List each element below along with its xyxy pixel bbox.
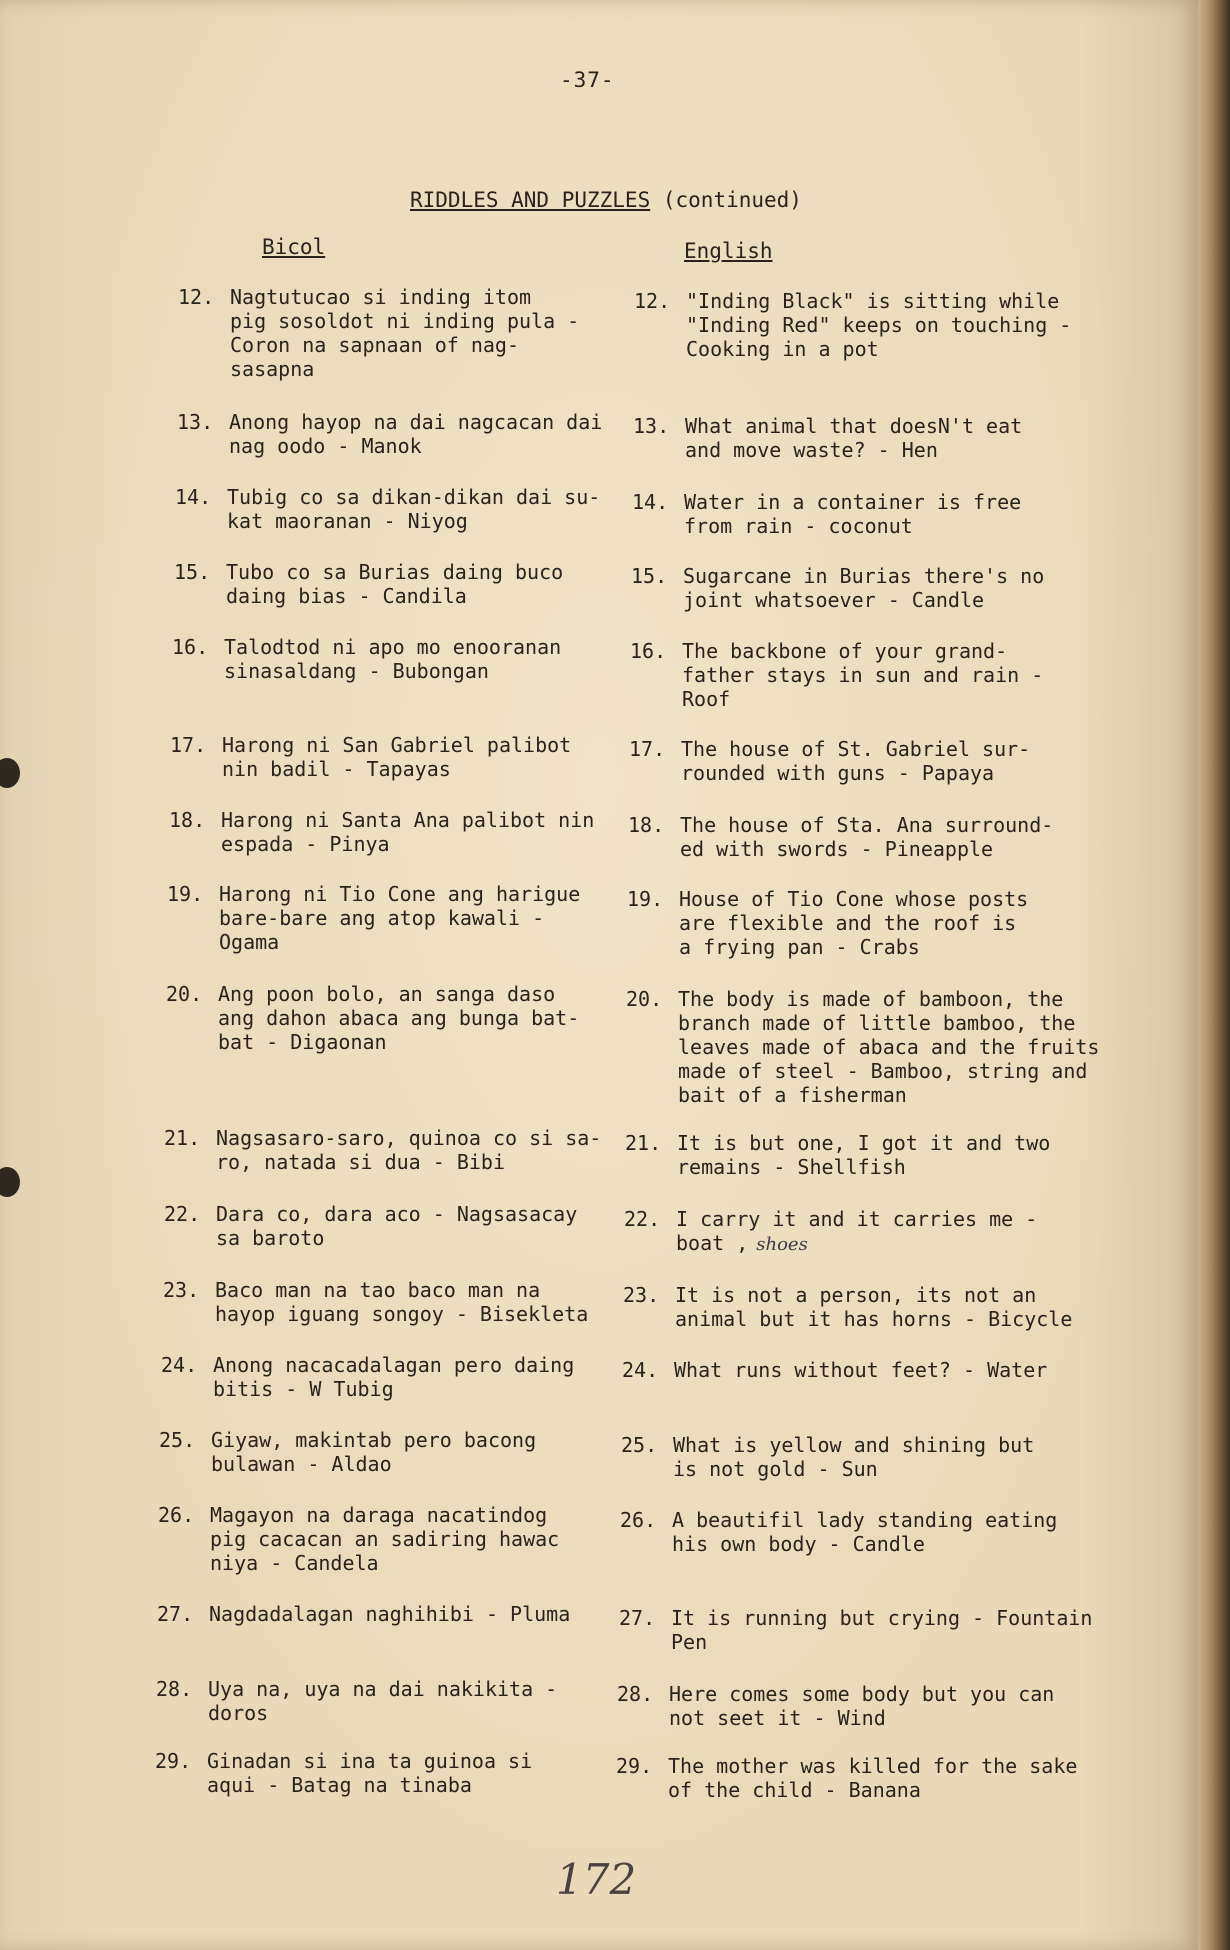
translation-text: The mother was killed for the sake [668,1754,1078,1778]
translation-line [675,1283,1072,1307]
riddle-number: 21. [625,1131,662,1155]
riddle-line: ang dahon abaca ang bunga bat- [218,1006,580,1030]
riddle-number: 14. [632,490,669,514]
title-suffix: (continued) [662,188,802,212]
riddle-line: niya - Candela [210,1551,379,1575]
riddle-line: Coron na sapnaan of nag- [230,333,519,357]
riddle-line: Dara co, dara aco - Nagsasacay [216,1202,578,1226]
translation-text: What is yellow and shining but [673,1433,1035,1457]
riddle-number: 25. [621,1433,658,1457]
riddle-line: Anong hayop na dai nagcacan dai [229,410,603,434]
translation-line [677,1155,1050,1179]
translation-text: remains - Shellfish [677,1155,906,1179]
translation-line [676,1207,1037,1231]
translation-text: Here comes some body but you can [669,1682,1055,1706]
translation-line [678,1035,1099,1059]
translation-text: Sugarcane in Burias there's no [683,564,1045,588]
riddle-line: kat maoranan - Niyog [227,509,468,533]
riddle-line: Ginadan si ina ta guinoa si [207,1749,533,1773]
translation-line [679,911,1028,935]
riddle-line: Ogama [219,930,280,954]
translation-text: It is but one, I got it and two [677,1131,1051,1155]
riddle-number: 28. [156,1677,193,1701]
riddle-line: Ang poon bolo, an sanga daso [218,982,556,1006]
riddle-line: Uya na, uya na dai nakikita - [208,1677,558,1701]
translation-text: Roof [682,687,731,711]
translation-line [678,987,1099,1011]
riddle-line: daing bias - Candila [226,584,467,608]
riddle-line: Talodtod ni apo mo enooranan [224,635,562,659]
riddle-number: 15. [174,560,211,584]
column-header-english: English [684,239,773,263]
binder-hole [0,1167,20,1197]
translation-line [682,639,1043,663]
riddle-line: Tubig co sa dikan-dikan dai su- [227,485,601,509]
translation-line [668,1754,1077,1778]
riddle-line: aqui - Batag na tinaba [207,1773,472,1797]
riddle-line: sasapna [230,357,315,381]
riddle-number: 29. [616,1754,653,1778]
riddle-number: 24. [161,1353,198,1377]
riddle-number: 22. [164,1202,201,1226]
translation-line [672,1508,1057,1532]
riddle-number: 13. [633,414,670,438]
riddle-line: Giyaw, makintab pero bacong [211,1428,537,1452]
translation-text: father stays in sun and rain - [682,663,1044,687]
riddle-line: bare-bare ang atop kawali - [219,906,545,930]
binder-hole [0,758,20,788]
riddle-line: bulawan - Aldao [211,1452,392,1476]
translation-text: animal but it has horns - Bicycle [675,1307,1073,1331]
riddle-number: 13. [177,410,214,434]
translation-line [680,837,1053,861]
riddle-line: Harong ni Tio Cone ang harigue [219,882,581,906]
riddle-line: Nagdadalagan naghihibi - Pluma [209,1602,571,1626]
translation-line [684,514,1021,538]
title-text: RIDDLES AND PUZZLES [410,188,651,212]
translation-text: are flexible and the roof is [679,911,1017,935]
riddle-line: pig cacacan an sadiring hawac [210,1527,560,1551]
translation-text: Cooking in a pot [686,337,879,361]
riddle-line: espada - Pinya [221,832,390,856]
riddle-line: sinasaldang - Bubongan [224,659,489,683]
translation-line [680,813,1053,837]
translation-line [672,1532,1057,1556]
riddle-number: 16. [630,639,667,663]
translation-text: bait of a fisherman [678,1083,907,1107]
riddle-number: 18. [169,808,206,832]
riddle-line: nag oodo - Manok [229,434,422,458]
translation-line [686,313,1071,337]
translation-line [676,1231,1037,1257]
translation-line [675,1307,1072,1331]
translation-text: from rain - coconut [684,514,913,538]
riddle-line: sa baroto [216,1226,325,1250]
translation-text: and move waste? - Hen [685,438,938,462]
riddle-number: 26. [620,1508,657,1532]
translation-line [678,1011,1099,1035]
translation-line [683,564,1044,588]
translation-line [669,1706,1054,1730]
translation-line [674,1358,1047,1382]
translation-line [686,289,1071,313]
translation-line [678,1083,1099,1107]
translation-text: What runs without feet? - Water [674,1358,1048,1382]
riddle-number: 28. [617,1682,654,1706]
translation-text: Pen [671,1630,708,1654]
translation-line [686,337,1071,361]
riddle-number: 27. [157,1602,194,1626]
translation-text: his own body - Candle [672,1532,925,1556]
riddle-line: bitis - W Tubig [213,1377,394,1401]
riddle-number: 20. [166,982,203,1006]
riddle-number: 27. [619,1606,656,1630]
translation-line [669,1682,1054,1706]
riddle-line: bat - Digaonan [218,1030,387,1054]
translation-line [682,663,1043,687]
riddle-line: Anong nacacadalagan pero daing [213,1353,575,1377]
translation-text: The house of Sta. Ana surround- [680,813,1054,837]
translation-text: a frying pan - Crabs [679,935,920,959]
translation-line [678,1059,1099,1083]
riddle-number: 19. [167,882,204,906]
translation-text: boat , [676,1231,749,1255]
translation-line [671,1606,1092,1630]
riddle-number: 23. [163,1278,200,1302]
translation-line [679,887,1028,911]
translation-line [671,1630,1092,1654]
riddle-number: 15. [631,564,668,588]
translation-line [685,414,1022,438]
translation-line [683,588,1044,612]
translation-text: What animal that doesN't eat [685,414,1023,438]
riddle-number: 24. [622,1358,659,1382]
translation-line [668,1778,1077,1802]
riddle-number: 19. [627,887,664,911]
riddle-line: nin badil - Tapayas [222,757,451,781]
riddle-number: 17. [170,733,207,757]
page-edge [1198,0,1230,1950]
translation-text: "Inding Red" keeps on touching - [686,313,1072,337]
riddle-number: 16. [172,635,209,659]
translation-text: It is running but crying - Fountain [671,1606,1093,1630]
translation-text: not seet it - Wind [669,1706,886,1730]
riddle-number: 12. [634,289,671,313]
column-header-bicol: Bicol [262,235,326,259]
translation-line [679,935,1028,959]
riddle-line: Nagsasaro-saro, quinoa co si sa- [216,1126,602,1150]
translation-text: The house of St. Gabriel sur- [681,737,1031,761]
riddle-number: 14. [175,485,212,509]
riddle-number: 18. [628,813,665,837]
translation-text: made of steel - Bamboo, string and [678,1059,1088,1083]
translation-text: joint whatsoever - Candle [683,588,985,612]
translation-text: branch made of little bamboo, the [678,1011,1076,1035]
translation-line [682,687,1043,711]
translation-text: The backbone of your grand- [682,639,1008,663]
riddle-line: Harong ni San Gabriel palibot [222,733,572,757]
translation-text: rounded with guns - Papaya [681,761,995,785]
page-number: -37- [560,68,615,92]
riddle-number: 26. [158,1503,195,1527]
translation-text: "Inding Black" is sitting while [686,289,1060,313]
riddle-number: 22. [624,1207,661,1231]
riddle-line: Harong ni Santa Ana palibot nin [221,808,595,832]
riddle-line: hayop iguang songoy - Bisekleta [215,1302,589,1326]
riddle-number: 25. [159,1428,196,1452]
translation-line [681,761,1030,785]
riddle-number: 29. [155,1749,192,1773]
riddle-number: 20. [626,987,663,1011]
translation-text: I carry it and it carries me - [676,1207,1038,1231]
translation-line [677,1131,1050,1155]
riddle-line: ro, natada si dua - Bibi [216,1150,505,1174]
riddle-line: Magayon na daraga nacatindog [210,1503,548,1527]
handwritten-page-number: 172 [556,1855,637,1904]
translation-text: It is not a person, its not an [675,1283,1037,1307]
translation-text: Water in a container is free [684,490,1022,514]
riddle-line: pig sosoldot ni inding pula - [230,309,580,333]
translation-line [673,1433,1034,1457]
translation-text: A beautifil lady standing eating [672,1508,1058,1532]
page-title [410,188,802,212]
riddle-line: Baco man na tao baco man na [215,1278,541,1302]
translation-text: of the child - Banana [668,1778,921,1802]
riddle-number: 17. [629,737,666,761]
translation-line [684,490,1021,514]
riddle-number: 12. [178,285,215,309]
riddle-line: doros [208,1701,269,1725]
translation-text: ed with swords - Pineapple [680,837,994,861]
translation-text: leaves made of abaca and the fruits [678,1035,1100,1059]
translation-text: is not gold - Sun [673,1457,878,1481]
translation-line [681,737,1030,761]
riddle-number: 23. [623,1283,660,1307]
handwritten-annotation: shoes [756,1234,808,1255]
riddle-number: 21. [164,1126,201,1150]
translation-text: House of Tio Cone whose posts [679,887,1029,911]
translation-line [673,1457,1034,1481]
riddle-line: Nagtutucao si inding itom [230,285,532,309]
translation-line [685,438,1022,462]
translation-text: The body is made of bamboon, the [678,987,1064,1011]
riddle-line: Tubo co sa Burias daing buco [226,560,564,584]
